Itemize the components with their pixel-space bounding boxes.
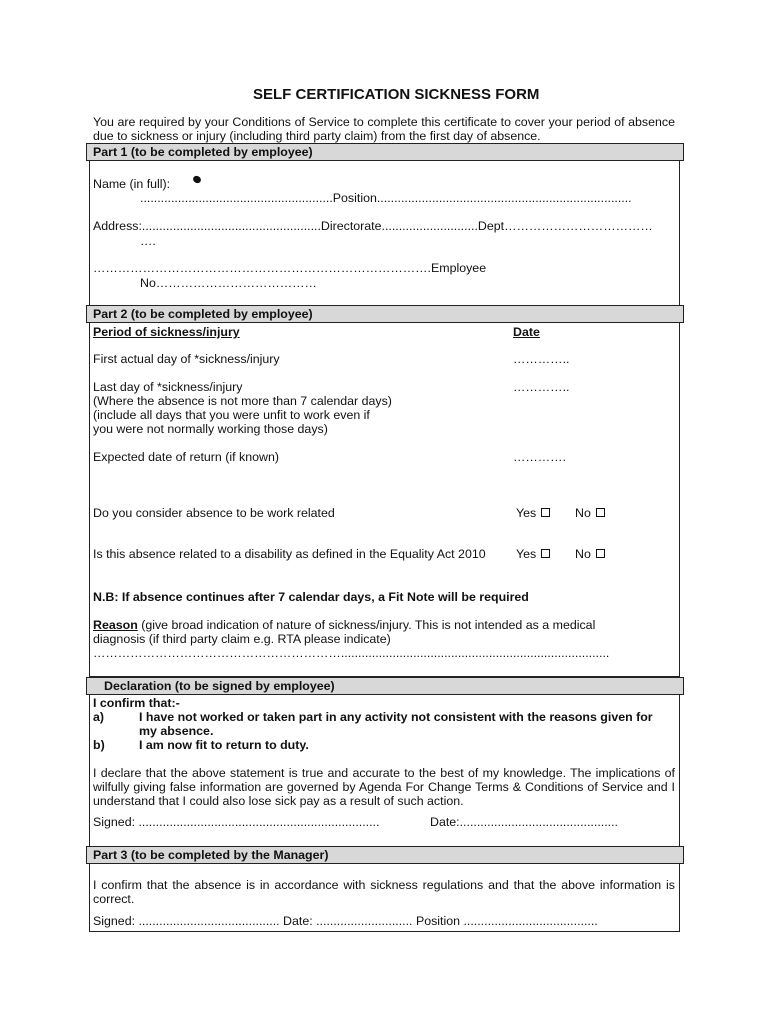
last-day-date-field[interactable]: …………..	[513, 380, 570, 394]
employee-no-field[interactable]: No…………………………………	[140, 276, 317, 290]
no-label: No	[575, 506, 591, 520]
reason-field[interactable]: ……………………………………………………..............................................................................	[93, 646, 610, 660]
address-continuation: ….	[140, 234, 156, 248]
period-heading: Period of sickness/injury	[93, 325, 240, 339]
first-day-date-field[interactable]: …………..	[513, 352, 570, 366]
checkbox-icon[interactable]	[541, 508, 550, 517]
yes-label: Yes	[516, 506, 537, 520]
last-day-note-3: you were not normally working those days)	[93, 422, 328, 436]
page-title: SELF CERTIFICATION SICKNESS FORM	[253, 86, 540, 103]
return-date-field[interactable]: ………….	[513, 450, 567, 464]
reason-label: Reason	[93, 618, 138, 632]
employee-field[interactable]: ……………………………………………………………………….Employee	[93, 261, 487, 275]
declaration-header: Declaration (to be signed by employee)	[104, 679, 335, 693]
item-a-label: a)	[93, 710, 105, 724]
checkbox-icon[interactable]	[541, 549, 550, 558]
reason-line-1	[93, 618, 595, 632]
checkbox-icon[interactable]	[596, 508, 605, 517]
no-label: No	[575, 547, 591, 561]
checkbox-icon[interactable]	[596, 549, 605, 558]
declaration-statement: I declare that the above statement is true and accurate to the best of my knowledge. The implications of wilfully giving false information are governed by Agenda For Change Terms & Conditions of Service and I understand that I could also lose sick pay as a result of such action.	[93, 766, 675, 808]
fit-note-notice: N.B: If absence continues after 7 calendar days, a Fit Note will be required	[93, 590, 529, 604]
confirm-heading: I confirm that:-	[93, 696, 180, 710]
manager-confirmation: I confirm that the absence is in accordance with sickness regulations and that the above information is correct.	[93, 878, 675, 906]
part3-header: Part 3 (to be completed by the Manager)	[93, 848, 329, 862]
item-b-text: I am now fit to return to duty.	[139, 738, 309, 752]
disability-no[interactable]	[575, 547, 605, 561]
disability-question: Is this absence related to a disability as defined in the Equality Act 2010	[93, 547, 486, 561]
last-day-note-2: (include all days that you were unfit to work even if	[93, 408, 370, 422]
reason-instructions: (give broad indication of nature of sickness/injury. This is not intended as a medical	[137, 618, 596, 632]
yes-label: Yes	[516, 547, 537, 561]
address-directorate-dept-field[interactable]: Address:....................................................Directorate............................Dept………………………………	[93, 219, 653, 233]
reason-instructions-2: diagnosis (if third party claim e.g. RTA please indicate)	[93, 632, 391, 646]
item-a-text: I have not worked or taken part in any activity not consistent with the reasons given for	[139, 710, 653, 724]
disability-yes[interactable]	[516, 547, 550, 561]
name-position-field[interactable]: ........................................................Position..........................................................................	[140, 191, 632, 205]
part1-header: Part 1 (to be completed by employee)	[93, 145, 313, 159]
intro-text: You are required by your Conditions of Service to complete this certificate to cover your period of absence due to sickness or injury (including third party claim) from the first day of absence.	[93, 115, 675, 143]
name-label: Name (in full):	[93, 177, 171, 191]
work-related-yes[interactable]	[516, 506, 550, 520]
last-day-note-1: (Where the absence is not more than 7 calendar days)	[93, 394, 392, 408]
item-b-label: b)	[93, 738, 105, 752]
item-a-text-cont: my absence.	[139, 724, 214, 738]
first-day-label: First actual day of *sickness/injury	[93, 352, 280, 366]
manager-signature-line[interactable]: Signed: ......................................... Date: ............................ Position .......................................	[93, 914, 598, 928]
work-related-no[interactable]	[575, 506, 605, 520]
declaration-date-field[interactable]: Date:..............................................	[430, 815, 618, 829]
declaration-signed-field[interactable]: Signed: ......................................................................	[93, 815, 380, 829]
last-day-label: Last day of *sickness/injury	[93, 380, 243, 394]
work-related-question: Do you consider absence to be work related	[93, 506, 335, 520]
part2-header: Part 2 (to be completed by employee)	[93, 307, 313, 321]
date-heading: Date	[513, 325, 540, 339]
return-date-label: Expected date of return (if known)	[93, 450, 279, 464]
